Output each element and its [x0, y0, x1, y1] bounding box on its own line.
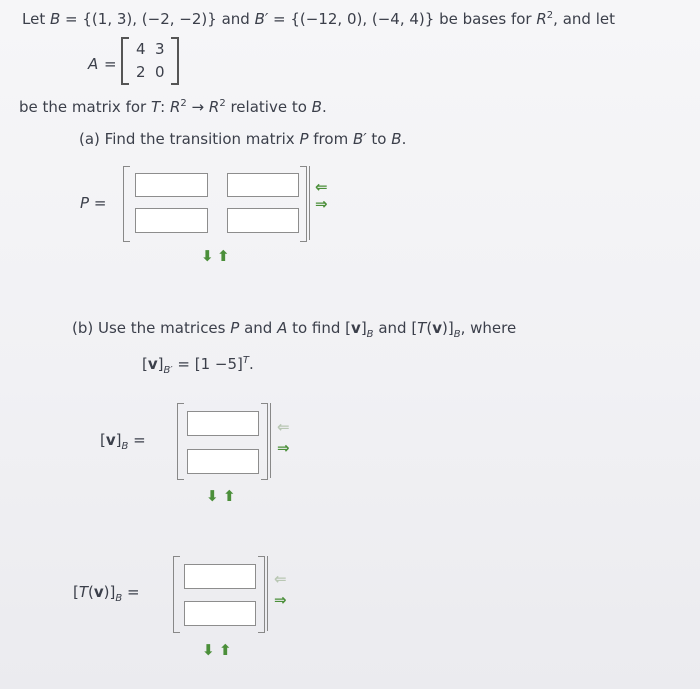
- P-entry-input[interactable]: [227, 208, 299, 233]
- var-R: R: [536, 10, 547, 28]
- Tv-B-label: [73, 583, 140, 604]
- part-a-text: (a) Find the transition matrix: [79, 130, 300, 148]
- var-v: v: [147, 355, 158, 373]
- sub-B: B: [366, 329, 374, 340]
- sub-B-prime: B′: [163, 365, 173, 376]
- matrix-A-cell: 2: [136, 63, 146, 81]
- remove-row-arrow-icon[interactable]: ⬆: [217, 247, 230, 265]
- intro-line-1: [22, 10, 615, 28]
- var-B: B: [311, 98, 322, 116]
- sup-2: 2: [219, 98, 226, 109]
- add-column-arrow-icon[interactable]: ⇒: [315, 195, 328, 213]
- remove-row-arrow-icon[interactable]: ⬆: [219, 641, 232, 659]
- var-P: P: [230, 319, 240, 337]
- var-T: T: [417, 319, 427, 337]
- sup-2: 2: [546, 10, 554, 21]
- var-v: v: [351, 319, 361, 337]
- var-R: R: [169, 98, 181, 116]
- bracket: [: [411, 319, 418, 337]
- TvB-right-bracket: [258, 556, 265, 633]
- P-entry-input[interactable]: [227, 173, 299, 197]
- remove-row-arrow-icon[interactable]: ⬆: [223, 487, 236, 505]
- sub-B: B: [115, 593, 123, 604]
- paren: (: [426, 319, 433, 337]
- sup-2: 2: [180, 98, 187, 109]
- P-entry-input[interactable]: [135, 208, 208, 233]
- sub-B: B: [121, 441, 129, 452]
- to-text: to: [366, 130, 392, 148]
- var-B-prime: B′: [254, 10, 269, 28]
- P-left-bracket: [123, 166, 130, 242]
- P-entry-input[interactable]: [135, 173, 208, 197]
- intro-line-2: [19, 98, 327, 116]
- matrix-A-cell: 3: [155, 40, 165, 58]
- matrix-A-equals: =: [104, 55, 117, 73]
- matrix-A-left-bracket: [121, 37, 129, 85]
- add-column-arrow-icon[interactable]: ⇒: [277, 439, 290, 457]
- equals: =: [128, 431, 146, 449]
- var-B-prime: B′: [352, 130, 367, 148]
- and-text: and: [239, 319, 278, 337]
- colon: :: [160, 98, 170, 116]
- basis-B-prime-text: = {(−12, 0), (−4, 4)} be bases for: [268, 10, 537, 28]
- matrix-A-label: A: [88, 55, 99, 73]
- var-v: v: [432, 319, 442, 337]
- remove-column-arrow-icon[interactable]: ⇐: [277, 418, 290, 436]
- P-label: P =: [80, 194, 107, 212]
- remove-column-arrow-icon[interactable]: ⇐: [315, 178, 328, 196]
- part-b-text: (b) Use the matrices: [72, 319, 231, 337]
- var-B: B: [391, 130, 402, 148]
- basis-B-text: = {(1, 3), (−2, −2)} and: [60, 10, 255, 28]
- relative-text: relative to: [225, 98, 312, 116]
- bracket: [: [142, 355, 148, 373]
- TvB-entry-input[interactable]: [184, 601, 256, 626]
- period: .: [321, 98, 327, 116]
- add-row-arrow-icon[interactable]: ⬇: [202, 641, 215, 659]
- bracket: [: [73, 583, 79, 601]
- paren: (: [88, 583, 94, 601]
- remove-column-arrow-icon[interactable]: ⇐: [274, 570, 287, 588]
- add-column-arrow-icon[interactable]: ⇒: [274, 591, 287, 609]
- paren: )]: [103, 583, 116, 601]
- vB-right-bracket: [261, 403, 268, 480]
- map-arrow: →: [186, 98, 209, 116]
- part-b-prompt: [72, 319, 516, 340]
- sub-B: B: [453, 329, 461, 340]
- add-row-arrow-icon[interactable]: ⬇: [206, 487, 219, 505]
- part-a-prompt: [79, 130, 406, 148]
- where-text: , where: [460, 319, 517, 337]
- TvB-entry-input[interactable]: [184, 564, 256, 589]
- bracket: ]: [115, 431, 122, 449]
- and-text: and: [373, 319, 412, 337]
- intro-suffix: , and let: [553, 10, 615, 28]
- vB-entry-input[interactable]: [187, 449, 259, 474]
- P-right-bracket: [300, 166, 307, 242]
- var-T: T: [78, 583, 89, 601]
- vB-augment-bar: [270, 403, 271, 478]
- period: .: [401, 130, 407, 148]
- given-vector-value: = [1 −5]: [172, 355, 243, 373]
- matrix-A-right-bracket: [171, 37, 179, 85]
- var-A: A: [277, 319, 288, 337]
- bracket: [: [100, 431, 106, 449]
- vB-entry-input[interactable]: [187, 411, 259, 436]
- equals: =: [122, 583, 140, 601]
- add-row-arrow-icon[interactable]: ⬇: [201, 247, 214, 265]
- bracket: [: [345, 319, 352, 337]
- from-text: from: [308, 130, 353, 148]
- var-P: P: [299, 130, 309, 148]
- intro-text: Let: [22, 10, 50, 28]
- v-B-label: [100, 431, 146, 452]
- find-text: to find: [287, 319, 346, 337]
- var-B: B: [49, 10, 61, 28]
- paren: )]: [441, 319, 454, 337]
- var-R: R: [208, 98, 220, 116]
- sup-T: T: [242, 355, 249, 366]
- var-v: v: [105, 431, 116, 449]
- intro-line-2-text: be the matrix for: [19, 98, 151, 116]
- matrix-A-cell: 4: [136, 40, 146, 58]
- var-v: v: [93, 583, 104, 601]
- P-augment-bar: [309, 166, 310, 240]
- matrix-A-cell: 0: [155, 63, 165, 81]
- given-v-B-prime: [142, 355, 254, 376]
- vB-left-bracket: [177, 403, 184, 480]
- TvB-left-bracket: [173, 556, 180, 633]
- bracket: ]: [360, 319, 367, 337]
- bracket: ]: [157, 355, 164, 373]
- var-T: T: [150, 98, 161, 116]
- TvB-augment-bar: [267, 556, 268, 631]
- period: .: [248, 355, 254, 373]
